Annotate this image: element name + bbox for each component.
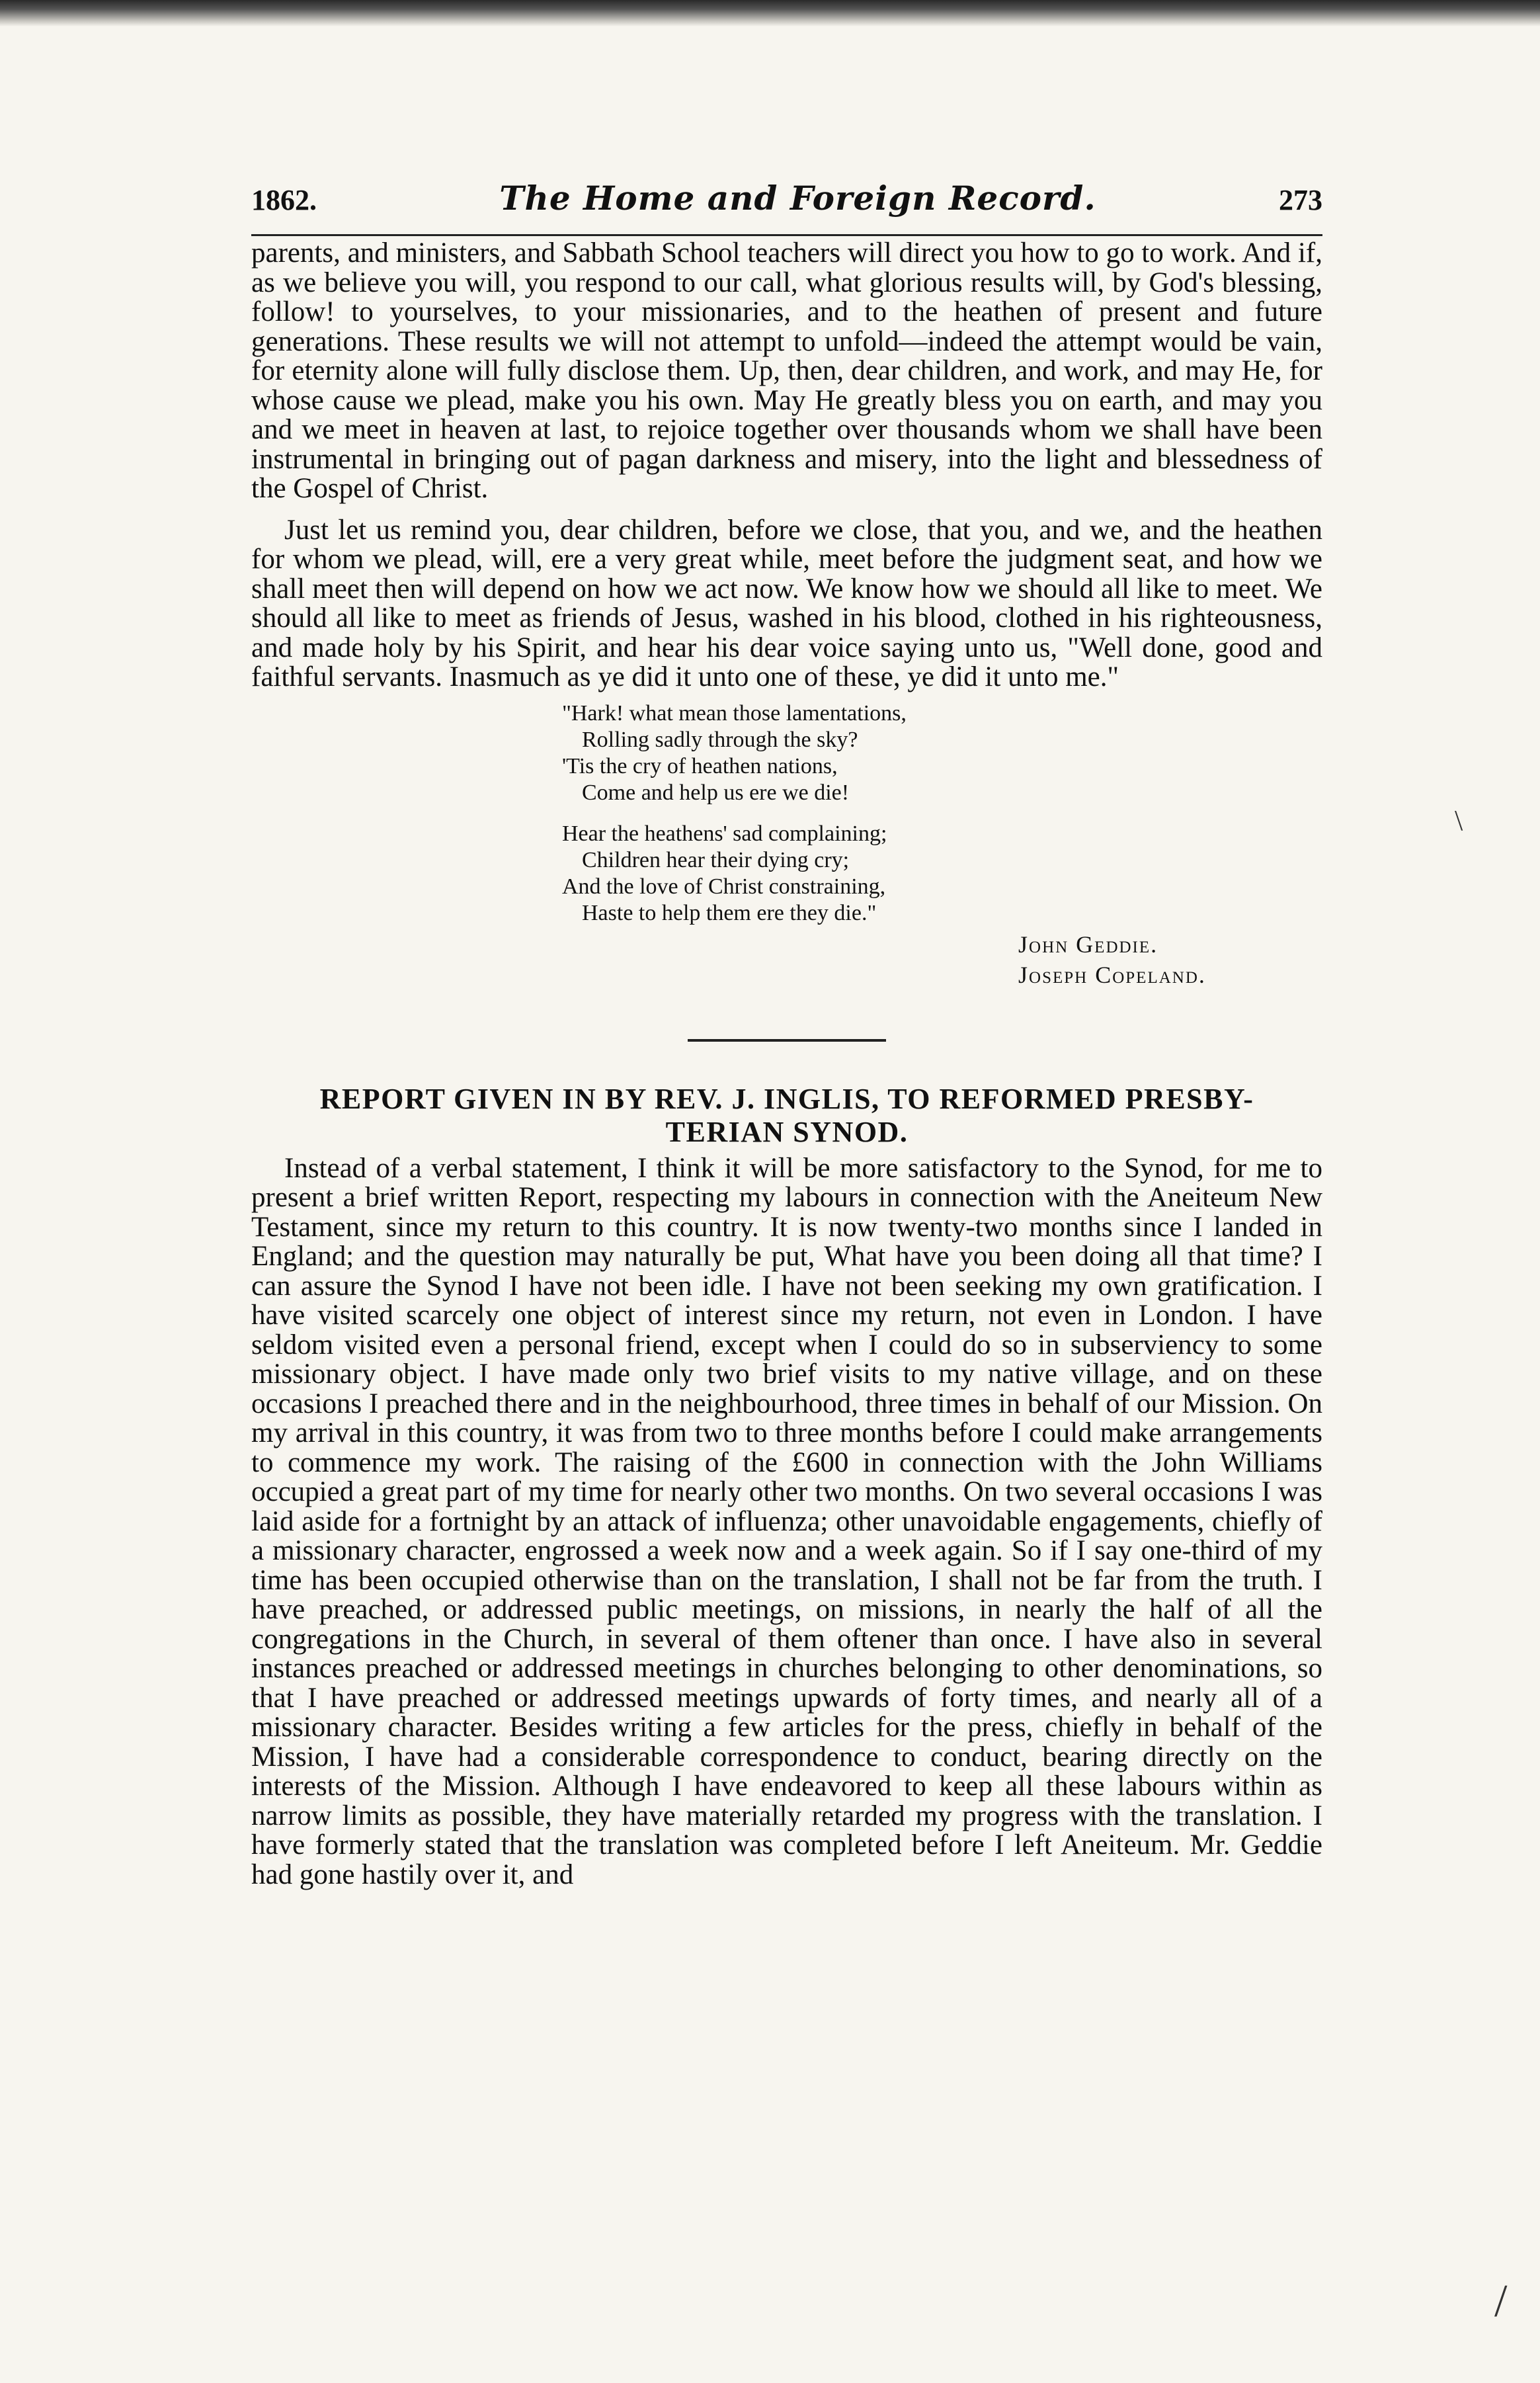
header-year: 1862. <box>251 184 317 216</box>
poem-line: Rolling sadly through the sky? <box>582 727 858 752</box>
report-paragraph: Instead of a verbal statement, I think it will be more satisfactory to the Synod, for me to present a brief written Report, respecting my labours in connection with the Aneiteum New Testament, since my return to this country. It is now twenty-two months since I landed in England; and the question may naturally be put, What have you been doing all that time? I can assure the Synod I have not been idle. I have not been seeking my own gratification. I have visited scarcely one object of interest since my return, not even in London. I have seldom visited even a personal friend, except when I could do so in subserviency to some missionary object. I have made only two brief visits to my native village, and on these occasions I preached there and in the neighbourhood, three times in behalf of our Mission. On my arrival in this country, it was from two to three months before I could make arrangements to commence my work. The raising of the £600 in connection with the John Williams occupied a great part of my time for nearly other two months. On two several occasions I was laid aside for a fortnight by an attack of influenza; other unavoidable engagements, chiefly of a missionary character, engrossed a week now and a week again. So if I say one-third of my time has been occupied otherwise than on the translation, I shall not be far from the truth. I have preached, or addressed public meetings, on missions, in nearly the half of all the congregations in the Church, in several of them oftener than once. I have also in several instances preached or addressed meetings in churches belonging to other denominations, so that I have preached or addressed meetings upwards of forty times, and nearly all of a missionary character. Besides writing a few articles for the press, chiefly in behalf of the Mission, I have had a considerable correspondence to conduct, bearing directly on the interests of the Mission. Although I have endeavored to keep all these labours within as narrow limits as possible, they have materially retarded my progress with the translation. I have formerly stated that the translation was completed before I left Aneiteum. Mr. Geddie had gone hastily over it, and <box>251 1152 1322 1890</box>
hymn-verse <box>562 700 1322 927</box>
section-divider <box>688 1039 886 1042</box>
header-rule <box>251 234 1322 236</box>
poem-line: Come and help us ere we die! <box>582 780 850 805</box>
running-header <box>251 179 1322 231</box>
poem-line: Hear the heathens' sad complaining; <box>562 821 887 846</box>
poem-line: "Hark! what mean those lamentations, <box>562 700 907 726</box>
journal-title: The Home and Foreign Record. <box>499 179 1096 218</box>
poem-line: Haste to help them ere they die." <box>582 900 877 925</box>
poem-line: And the love of Christ constraining, <box>562 874 886 899</box>
signatures <box>1018 929 1322 990</box>
margin-mark-1: \ <box>1455 804 1463 837</box>
body-paragraph-1: parents, and ministers, and Sabbath School teachers will direct you how to go to work. And if, as we believe you will, you respond to our call, what glorious results will, by God's blessing, follow! to yourselves, to your missionaries, and to the heathen of present and future generations. These results we will not attempt to unfold—indeed the attempt would be vain, for eternity alone will fully disclose them. Up, then, dear children, and work, and may He, for whose cause we plead, make you his own. May He greatly bless you on earth, and may you and we meet in heaven at last, to rejoice together over thousands whom we shall have been instrumental in bringing out of pagan darkness and misery, into the light and blessedness of the Gospel of Christ. <box>251 237 1322 504</box>
page-number: 273 <box>1279 184 1322 216</box>
report-heading-line-1: REPORT GIVEN IN BY REV. J. INGLIS, TO REFORMED PRESBY- <box>319 1082 1254 1115</box>
signature-geddie: John Geddie. <box>1018 931 1158 958</box>
poem-line: 'Tis the cry of heathen nations, <box>562 753 838 778</box>
document-page <box>251 179 1322 1890</box>
report-heading-line-2: TERIAN SYNOD. <box>665 1115 909 1148</box>
poem-line: Children hear their dying cry; <box>582 847 850 872</box>
report-heading <box>251 1083 1322 1149</box>
scan-edge-top <box>0 0 1540 26</box>
body-paragraph-2: Just let us remind you, dear children, before we close, that you, and we, and the heathen for whom we plead, will, ere a very great while, meet before the judgment seat, and how we shall meet then will depend on how we act now. We know how we should all like to meet. We should all like to meet as friends of Jesus, washed in his blood, clothed in his righteousness, and made holy by his Spirit, and hear his dear voice saying unto us, "Well done, good and faithful servants. Inasmuch as ye did it unto one of these, ye did it unto me." <box>251 514 1322 692</box>
signature-copeland: Joseph Copeland. <box>1018 961 1206 988</box>
margin-mark-2: / <box>1494 2276 1508 2327</box>
